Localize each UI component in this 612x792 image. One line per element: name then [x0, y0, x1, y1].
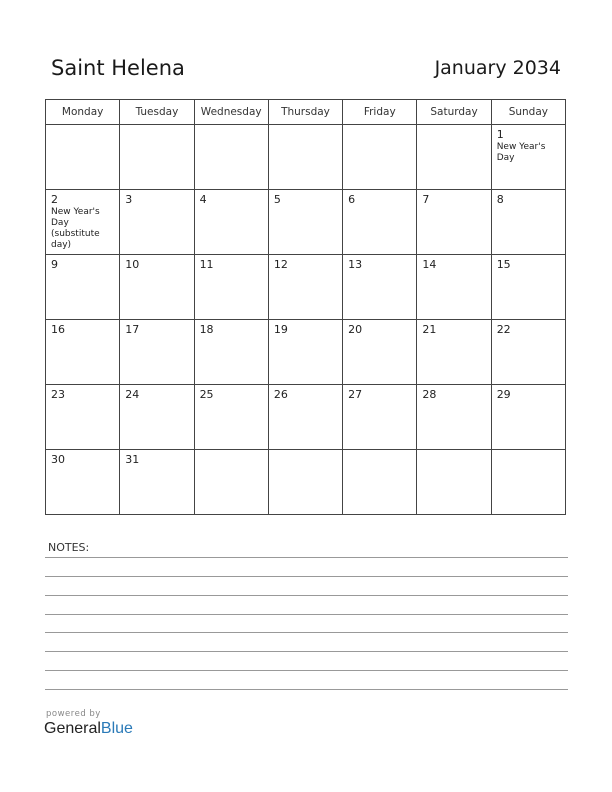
day-number: 29	[496, 388, 511, 401]
holiday-label	[269, 453, 342, 454]
holiday-label	[195, 336, 268, 337]
weekday-header: Monday	[46, 100, 120, 125]
day-cell	[343, 125, 417, 190]
holiday-label	[120, 271, 193, 272]
day-cell	[120, 190, 194, 255]
holiday-label	[417, 336, 490, 337]
day-number: 12	[273, 258, 288, 271]
day-cell	[417, 385, 491, 450]
day-cell	[194, 320, 268, 385]
holiday-label	[492, 401, 565, 402]
day-cell	[194, 450, 268, 515]
weekday-header: Saturday	[417, 100, 491, 125]
day-cell	[417, 320, 491, 385]
brand-logo	[44, 709, 133, 738]
day-number: 7	[422, 193, 430, 206]
day-cell	[343, 255, 417, 320]
holiday-label	[492, 271, 565, 272]
day-cell	[194, 255, 268, 320]
day-cell	[46, 320, 120, 385]
day-cell	[120, 125, 194, 190]
holiday-label	[492, 336, 565, 337]
day-cell	[417, 190, 491, 255]
day-cell	[46, 125, 120, 190]
day-number: 18	[199, 323, 214, 336]
holiday-label	[269, 128, 342, 129]
day-number: 31	[125, 453, 140, 466]
day-number: 17	[125, 323, 140, 336]
day-number: 2	[51, 193, 58, 206]
notes-label: NOTES:	[48, 541, 90, 554]
note-line	[45, 576, 568, 577]
day-number: 30	[51, 453, 65, 466]
day-number: 13	[348, 258, 363, 271]
brand-name	[44, 720, 133, 738]
day-cell	[268, 255, 342, 320]
day-cell	[268, 125, 342, 190]
weekday-header: Thursday	[268, 100, 342, 125]
day-cell	[194, 385, 268, 450]
day-cell	[268, 450, 342, 515]
week-row	[46, 385, 566, 450]
brand-blue: Blue	[100, 720, 133, 737]
day-cell	[343, 385, 417, 450]
holiday-label	[46, 271, 119, 272]
holiday-label	[195, 453, 268, 454]
holiday-label	[120, 206, 193, 207]
day-cell	[343, 190, 417, 255]
day-number: 27	[348, 388, 363, 401]
holiday-label: New Year's Day (substitute day)	[51, 207, 100, 250]
calendar-grid	[45, 99, 566, 515]
powered-by-text: powered by	[46, 709, 101, 719]
weekday-header: Friday	[343, 100, 417, 125]
day-cell	[120, 255, 194, 320]
day-cell	[268, 320, 342, 385]
holiday-label	[343, 271, 416, 272]
holiday-label	[46, 401, 119, 402]
weekday-header: Sunday	[491, 100, 565, 125]
holiday-label	[120, 128, 193, 129]
holiday-label	[343, 206, 416, 207]
country-title: Saint Helena	[51, 56, 185, 80]
holiday-label	[417, 401, 490, 402]
holiday-label	[120, 401, 193, 402]
day-cell	[491, 255, 565, 320]
day-cell	[120, 320, 194, 385]
day-cell	[120, 450, 194, 515]
holiday-label	[417, 271, 490, 272]
holiday-label	[46, 128, 119, 129]
weekday-header: Tuesday	[120, 100, 194, 125]
holiday-label	[269, 206, 342, 207]
note-line	[45, 670, 568, 671]
holiday-label	[492, 206, 565, 207]
day-number: 20	[348, 323, 363, 336]
day-number: 26	[273, 388, 288, 401]
day-number: 24	[125, 388, 140, 401]
day-cell	[46, 255, 120, 320]
day-number: 1	[496, 128, 504, 141]
day-number: 14	[422, 258, 437, 271]
holiday-label: New Year's Day	[496, 142, 546, 163]
weekday-header-row	[46, 100, 566, 125]
holiday-label	[343, 453, 416, 454]
holiday-label	[343, 401, 416, 402]
holiday-label	[343, 336, 416, 337]
holiday-label	[492, 453, 565, 454]
holiday-label	[195, 206, 268, 207]
holiday-label	[195, 401, 268, 402]
day-number: 23	[51, 388, 65, 401]
day-cell	[491, 320, 565, 385]
day-cell	[268, 385, 342, 450]
holiday-label	[120, 466, 193, 467]
day-number: 5	[273, 193, 281, 206]
day-cell	[417, 125, 491, 190]
day-cell	[268, 190, 342, 255]
day-number: 15	[496, 258, 511, 271]
holiday-label	[46, 336, 119, 337]
holiday-label	[46, 466, 119, 467]
note-line	[45, 595, 568, 596]
day-number: 6	[348, 193, 356, 206]
holiday-label	[417, 453, 490, 454]
day-cell	[46, 190, 120, 255]
day-cell	[417, 450, 491, 515]
day-number: 9	[51, 258, 58, 271]
note-line	[45, 614, 568, 615]
day-cell	[491, 190, 565, 255]
week-row	[46, 320, 566, 385]
day-number: 3	[125, 193, 133, 206]
day-cell	[343, 450, 417, 515]
day-cell	[46, 450, 120, 515]
holiday-label	[417, 128, 490, 129]
day-number: 8	[496, 193, 504, 206]
holiday-label	[343, 128, 416, 129]
weekday-header: Wednesday	[194, 100, 268, 125]
day-number: 19	[273, 323, 288, 336]
holiday-label	[195, 128, 268, 129]
day-number: 10	[125, 258, 140, 271]
month-title: January 2034	[434, 57, 561, 79]
day-cell	[343, 320, 417, 385]
day-number: 11	[199, 258, 214, 271]
brand-general: General	[44, 720, 101, 737]
day-cell	[491, 450, 565, 515]
note-line	[45, 651, 568, 652]
week-row	[46, 255, 566, 320]
holiday-label	[195, 271, 268, 272]
note-line	[45, 689, 568, 690]
holiday-label	[269, 401, 342, 402]
day-cell	[491, 125, 565, 190]
holiday-label	[417, 206, 490, 207]
note-line	[45, 557, 568, 558]
day-number: 16	[51, 323, 65, 336]
day-number: 28	[422, 388, 437, 401]
day-cell	[491, 385, 565, 450]
day-cell	[120, 385, 194, 450]
day-number: 4	[199, 193, 207, 206]
note-line	[45, 632, 568, 633]
week-row	[46, 190, 566, 255]
week-row	[46, 125, 566, 190]
day-cell	[194, 190, 268, 255]
day-cell	[194, 125, 268, 190]
week-row	[46, 450, 566, 515]
holiday-label	[269, 336, 342, 337]
holiday-label	[269, 271, 342, 272]
day-number: 25	[199, 388, 214, 401]
day-number: 22	[496, 323, 511, 336]
day-number: 21	[422, 323, 437, 336]
day-cell	[46, 385, 120, 450]
holiday-label	[120, 336, 193, 337]
day-cell	[417, 255, 491, 320]
